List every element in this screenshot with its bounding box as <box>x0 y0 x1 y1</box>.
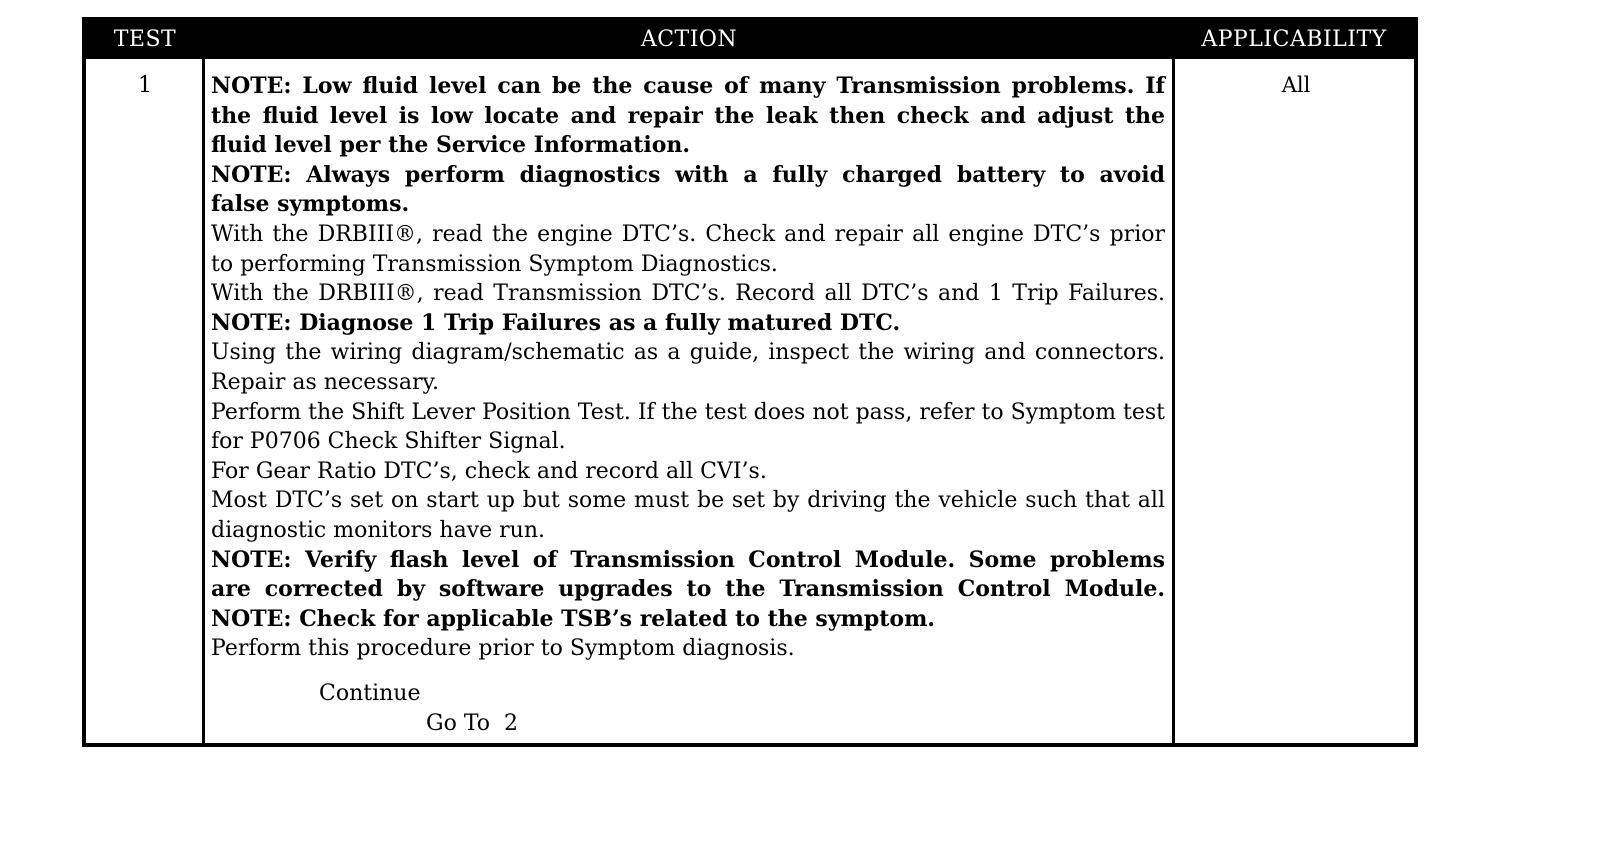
table-header-row <box>86 21 1414 59</box>
action-text <box>211 72 1165 664</box>
applicability-value: All <box>1281 73 1311 97</box>
note-line: NOTE: Check for applicable TSB’s related to the symptom. <box>211 605 936 632</box>
goto-target: 2 <box>504 711 519 736</box>
column-header-applicability: APPLICABILITY <box>1201 27 1387 52</box>
note-line: false symptoms. <box>211 191 410 218</box>
goto-label: Go To <box>426 711 491 736</box>
instruction-line: Repair as necessary. <box>211 369 439 395</box>
note-line: NOTE: Verify flash level of Transmission Control Module. Some problems <box>211 546 1165 573</box>
column-divider <box>1172 59 1175 747</box>
column-header-action: ACTION <box>640 27 738 52</box>
instruction-line: With the DRBIII®, read Transmission DTC’s. Record all DTC’s and 1 Trip Failures. <box>211 281 1165 307</box>
column-divider <box>202 59 205 747</box>
test-number: 1 <box>138 73 152 98</box>
instruction-line: With the DRBIII®, read the engine DTC’s. Check and repair all engine DTC’s prior <box>211 221 1165 247</box>
note-line: NOTE: Low fluid level can be the cause of many Transmission problems. If <box>211 73 1165 99</box>
instruction-line: diagnostic monitors have run. <box>211 517 545 543</box>
note-line: fluid level per the Service Information. <box>211 132 691 159</box>
note-line: NOTE: Diagnose 1 Trip Failures as a fully matured DTC. <box>211 309 901 336</box>
instruction-line: to performing Transmission Symptom Diagnostics. <box>211 251 778 277</box>
instruction-line: Perform this procedure prior to Symptom diagnosis. <box>211 636 795 662</box>
result-continue-label: Continue <box>319 681 421 706</box>
goto-step <box>426 711 518 736</box>
note-line: the fluid level is low locate and repair the leak then check and adjust the <box>211 102 1165 129</box>
column-header-test: TEST <box>113 27 177 52</box>
diagnostic-test-table <box>82 17 1418 747</box>
note-line: NOTE: Always perform diagnostics with a fully charged battery to avoid <box>211 161 1165 188</box>
instruction-line: Using the wiring diagram/schematic as a guide, inspect the wiring and connectors. <box>211 340 1165 366</box>
instruction-line: for P0706 Check Shifter Signal. <box>211 429 566 455</box>
instruction-line: For Gear Ratio DTC’s, check and record all CVI’s. <box>211 458 767 484</box>
instruction-line: Perform the Shift Lever Position Test. If the test does not pass, refer to Symptom test <box>211 399 1165 425</box>
instruction-line: Most DTC’s set on start up but some must be set by driving the vehicle such that all <box>211 488 1165 514</box>
note-line: are corrected by software upgrades to the Transmission Control Module. <box>211 576 1165 603</box>
